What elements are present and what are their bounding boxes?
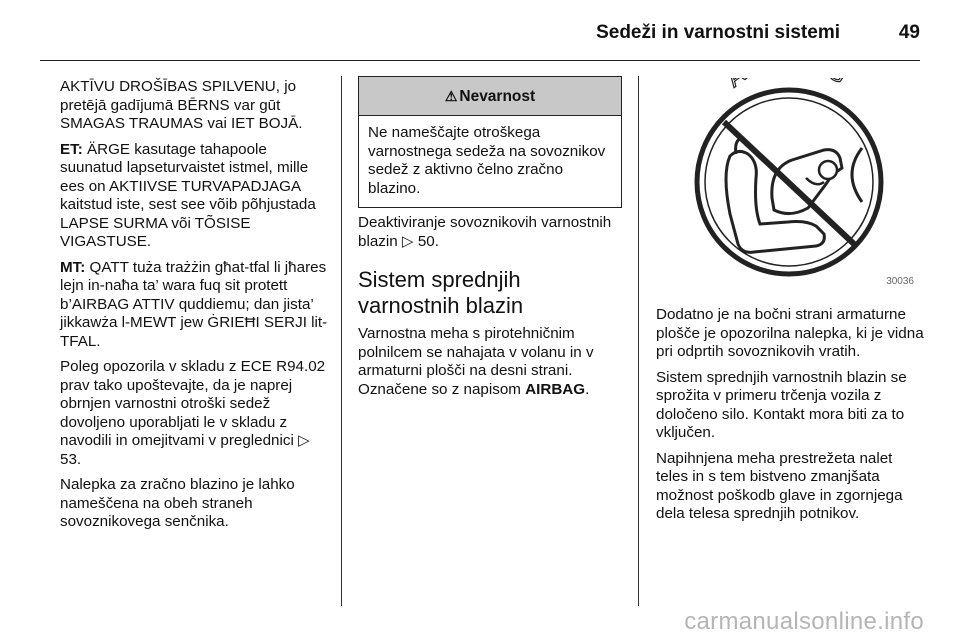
paragraph-mt [60, 259, 330, 352]
watermark: carmanualsonline.info [684, 608, 924, 635]
airbag-label-bold: AIRBAG [525, 380, 586, 398]
section-heading: Sistem sprednjih varnostnih blazin [358, 267, 524, 318]
lang-label-mt: MT: [60, 258, 86, 276]
page-number: 49 [898, 22, 920, 43]
paragraph-deactivation [358, 214, 622, 251]
column-divider-right [638, 76, 639, 606]
deactivation-text: Deaktiviranje sovoznikovih varnostnih blazin [358, 214, 612, 250]
front-airbag-text: Varnostna meha s pirotehničnim polnilcem se nahajata v volanu in v armaturni plošči na desni strani. Označene so z napisom [358, 325, 594, 398]
figure-code: 30036 [886, 276, 914, 287]
warning-header [359, 77, 621, 116]
header-rule [40, 60, 920, 61]
warning-body: Ne nameščajte otroškega varnostnega sedeža na sovoznikov sedež z aktivno čelno zračno blazino. [368, 124, 606, 197]
front-airbag-end: . [585, 380, 590, 398]
paragraph-protection: Napihnjena meha prestrežeta nalet teles in s tem bistveno zmanjšata možnost poškodb glave in zgornjega dela telesa sprednjih potnikov. [656, 449, 903, 522]
paragraph-ece [60, 358, 330, 469]
column-right [656, 306, 926, 531]
page-header-title: Sedeži in varnostni sistemi [596, 22, 840, 43]
paragraph-et-text: ÄRGE kasutage tahapoole suunatud lapseturvaistet istmel, mille ees on AKTIIVSE TURVAPADJAGA kaitstud iste, sest see võib põhjustada LAPSE SURMA või TÕSISE VIGASTUSE. [60, 140, 316, 250]
page-ref-50[interactable]: 50. [417, 232, 439, 250]
airbag-warning-illustration [656, 78, 920, 290]
paragraph-deploy: Sistem sprednjih varnostnih blazin se sprožita v primeru trčenja vozila z določeno silo. Kontakt mora biti za to vključen. [656, 368, 907, 441]
page-ref-53[interactable]: 53. [60, 450, 82, 468]
lang-label-et: ET: [60, 140, 83, 158]
page-ref-arrow-icon: ▷ [298, 432, 310, 449]
paragraph-side-label: Dodatno je na bočni strani armaturne plošče je opozorilna nalepka, ki je vidna pri odprtih sovoznikovih vratih. [656, 306, 924, 360]
column-middle [358, 214, 622, 406]
no-child-seat-airbag-icon [656, 78, 920, 290]
column-left [60, 78, 330, 539]
warning-title: Nevarnost [459, 88, 536, 105]
warning-triangle-icon: ⚠ [444, 88, 458, 104]
paragraph-et [60, 141, 330, 252]
paragraph-lv: AKTĪVU DROŠĪBAS SPILVENU, jo pretējā gadījumā BĒRNS var gūt SMAGAS TRAUMAS vai IET BOJĀ. [60, 78, 303, 132]
paragraph-front-airbag [358, 325, 622, 399]
page-ref-arrow-icon: ▷ [401, 232, 414, 250]
paragraph-label-location: Nalepka za zračno blazino je lahko nameščena na obeh straneh sovoznikovega senčnika. [60, 476, 295, 530]
column-divider-left [341, 76, 342, 606]
paragraph-ece-text: Poleg opozorila v skladu z ECE R94.02 prav tako upoštevajte, da je naprej obrnjen varnostni otroški sedež dovoljeno uporabljati le v skladu z navodili in omejitvami v preglednici [60, 358, 326, 449]
paragraph-mt-text: QATT tuża trażżin għat-tfal li jħares lejn in-naħa ta’ wara fuq sit protett b’AIRBAG ATTIV quddiemu; dan jista’ jikkawża l-MEWT jew ĠRIEĦI SERJI lit-TFAL. [60, 258, 328, 350]
danger-warning-box [358, 76, 622, 208]
